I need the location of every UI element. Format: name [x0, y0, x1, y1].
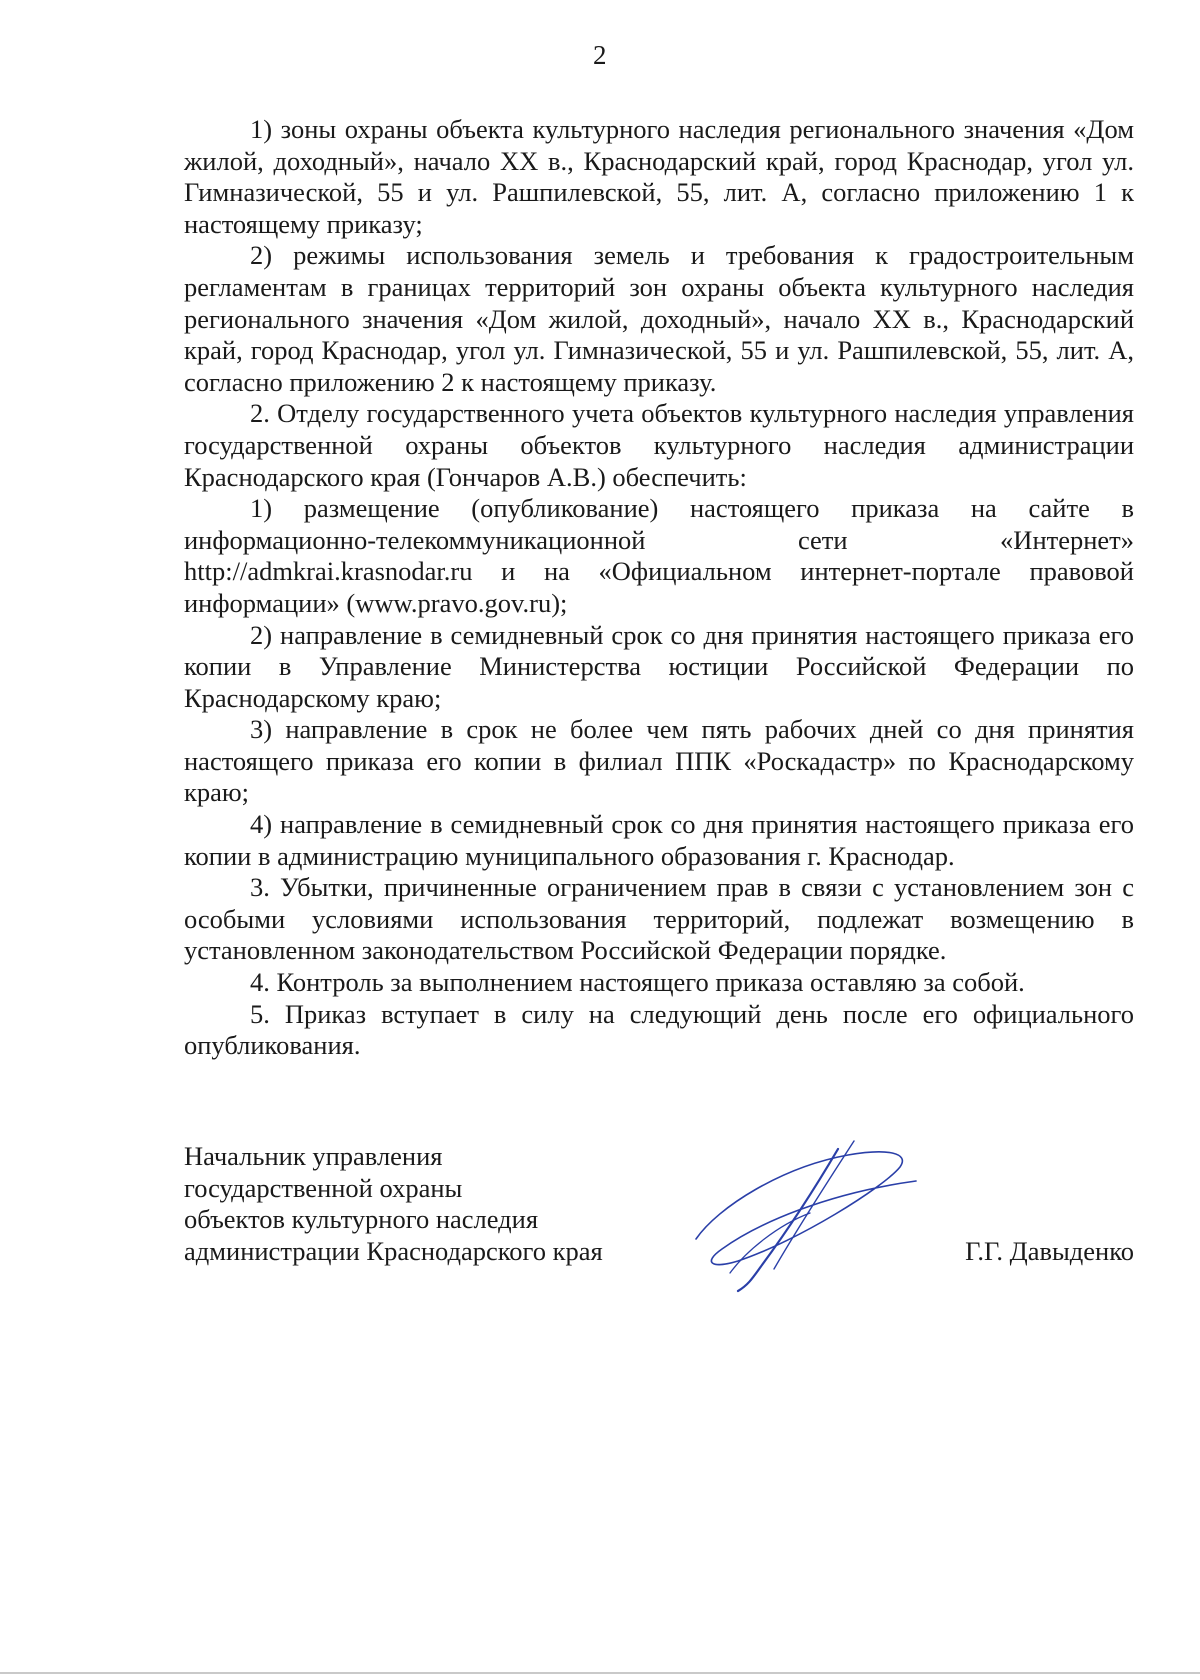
paragraph-section-3-losses: 3. Убытки, причиненные ограничением прав в связи с установлением зон с особыми условиями использования территорий, подлежат возмещению в установленном законодательством Российской Федерации порядке.	[184, 872, 1134, 966]
signatory-position-line: администрации Краснодарского края	[184, 1235, 603, 1266]
signatory-position-line: объектов культурного наследия	[184, 1204, 539, 1235]
scan-edge-line	[0, 1672, 1200, 1674]
paragraph-section-2: 2. Отделу государственного учета объектов культурного наследия управления государственной охраны объектов культурного наследия администрации Краснодарского края (Гончаров А.В.) обеспечить:	[184, 398, 1134, 492]
handwritten-signature	[678, 1123, 938, 1293]
signatory-position	[184, 1141, 603, 1267]
paragraph-1-zones: 1) зоны охраны объекта культурного наследия регионального значения «Дом жилой, доходный», начало XX в., Краснодарский край, город Краснодар, угол ул. Гимназической, 55 и ул. Рашпилевской, 55, лит. А, согласно приложению 1 к настоящему приказу;	[184, 114, 1134, 239]
paragraph-2-land-use-regimes: 2) режимы использования земель и требования к градостроительным регламентам в границах территорий зон охраны объекта культурного наследия регионального значения «Дом жилой, доходный», начало XX в., Краснодарский край, город Краснодар, угол ул. Гимназической, 55 и ул. Рашпилевской, 55, лит. А, согласно приложению 2 к настоящему приказу.	[184, 240, 1134, 397]
signatory-position-line: государственной охраны	[184, 1172, 463, 1203]
paragraph-ministry-of-justice: 2) направление в семидневный срок со дня принятия настоящего приказа его копии в Управление Министерства юстиции Российской Федерации по Краснодарскому краю;	[184, 619, 1134, 713]
document-body	[184, 114, 1134, 1062]
signature-strokes	[696, 1141, 916, 1291]
paragraph-section-5-entry-into-force: 5. Приказ вступает в силу на следующий день после его официального опубликования.	[184, 998, 1134, 1061]
paragraph-section-4-control: 4. Контроль за выполнением настоящего приказа оставляю за собой.	[250, 967, 1025, 998]
paragraph-publication: 1) размещение (опубликование) настоящего приказа на сайте в информационно-телекоммуникационной сети «Интернет» http://admkrai.krasnodar.ru и на «Официальном интернет-портале правовой информации» (www.pravo.gov.ru);	[184, 493, 1134, 618]
signatory-position-line: Начальник управления	[184, 1141, 443, 1171]
paragraph-roskadastr: 3) направление в срок не более чем пять рабочих дней со дня принятия настоящего приказа его копии в филиал ППК «Роскадастр» по Краснодарскому краю;	[184, 714, 1134, 808]
page-number: 2	[593, 40, 607, 70]
signatory-name: Г.Г. Давыденко	[965, 1235, 1134, 1266]
signature-stroke	[696, 1152, 916, 1265]
paragraph-municipal-administration: 4) направление в семидневный срок со дня принятия настоящего приказа его копии в администрацию муниципального образования г. Краснодар.	[184, 809, 1134, 871]
signature-block	[184, 1141, 1134, 1291]
signature-stroke	[738, 1149, 838, 1291]
